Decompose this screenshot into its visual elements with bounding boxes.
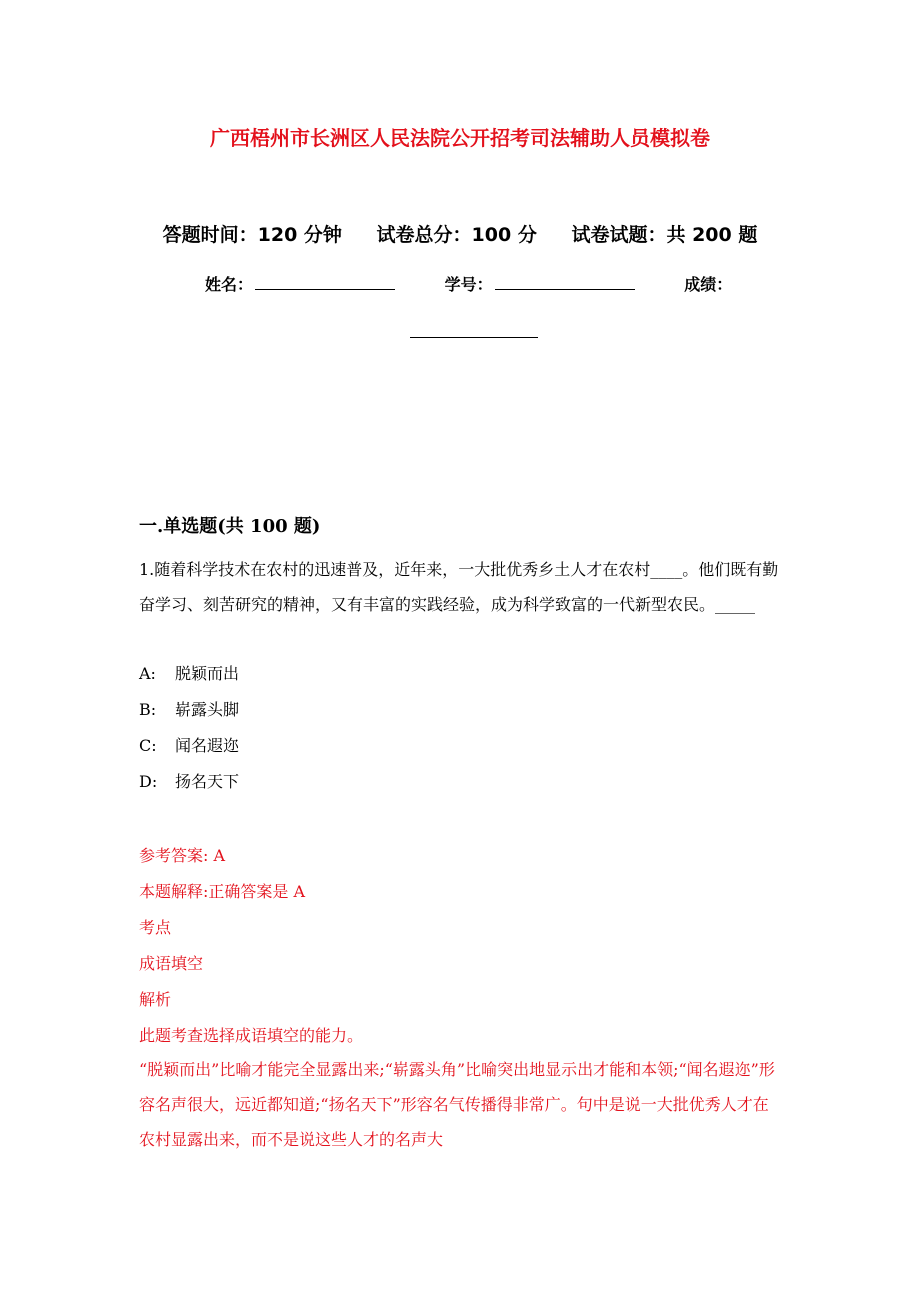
name-label: 姓名： [205, 275, 254, 294]
exam-question-count: 试卷试题：共 200 题 [571, 224, 758, 246]
option-a[interactable] [139, 656, 239, 692]
analysis-label: 解析 [139, 990, 172, 1009]
page-title: 广西梧州市长洲区人民法院公开招考司法辅助人员模拟卷 [210, 126, 710, 150]
exam-total-score: 试卷总分：100 分 [376, 224, 537, 246]
option-d[interactable] [139, 764, 239, 800]
point-label: 考点 [139, 918, 172, 937]
name-blank[interactable] [255, 275, 395, 290]
name-field[interactable] [205, 272, 395, 295]
option-list [139, 656, 239, 800]
option-text: 崭露头脚 [175, 700, 240, 719]
option-text: 脱颖而出 [175, 664, 240, 683]
id-blank[interactable] [495, 275, 635, 290]
option-key: D: [139, 772, 158, 791]
grade-blank[interactable] [410, 337, 538, 338]
student-fields [205, 272, 732, 295]
grade-label: 成绩： [684, 275, 733, 294]
grade-field[interactable] [684, 272, 732, 295]
analysis-detail: “脱颖而出”比喻才能完全显露出来;“崭露头角”比喻突出地显示出才能和本领;“闻名遐迩”形容名声很大，远近都知道;“扬名天下”形容名气传播得非常广。句中是说一大批优秀人才在农村显露出来，而不是说这些人才的名声大 [139, 1060, 775, 1149]
option-b[interactable] [139, 692, 239, 728]
option-key: B: [139, 700, 157, 719]
option-text: 扬名天下 [175, 772, 240, 791]
id-field[interactable] [445, 272, 635, 295]
exam-meta [0, 220, 920, 247]
point-value: 成语填空 [139, 954, 204, 973]
reference-answer: 参考答案: A [139, 846, 226, 865]
analysis-line-1: 此题考查选择成语填空的能力。 [139, 1026, 364, 1045]
question-text: 1.随着科学技术在农村的迅速普及，近年来，一大批优秀乡土人才在农村____。他们既有勤奋学习、刻苦研究的精神，又有丰富的实践经验，成为科学致富的一代新型农民。_____ [139, 560, 779, 614]
answer-explanation: 本题解释:正确答案是 A [139, 882, 306, 901]
option-c[interactable] [139, 728, 239, 764]
id-label: 学号： [444, 275, 493, 294]
option-text: 闻名遐迩 [175, 736, 240, 755]
section-heading: 一.单选题(共 100 题) [139, 516, 321, 537]
answer-block [139, 838, 789, 1054]
option-key: A: [139, 664, 156, 683]
exam-time: 答题时间：120 分钟 [162, 224, 342, 246]
option-key: C: [139, 736, 157, 755]
